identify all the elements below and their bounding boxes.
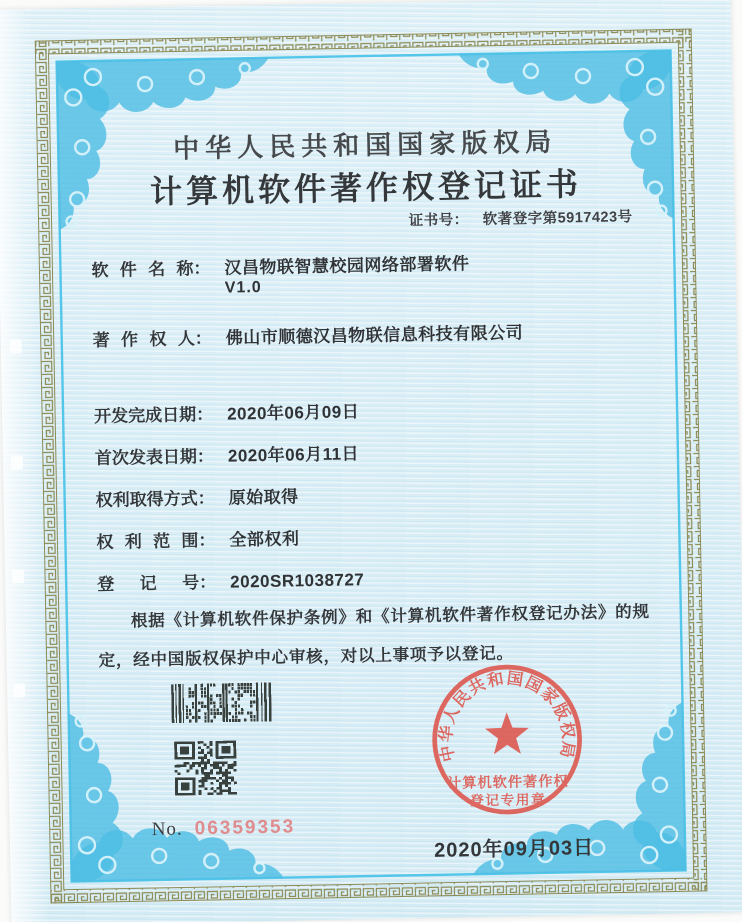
field-colon: ：: [199, 572, 217, 593]
field-colon: ：: [193, 258, 211, 279]
field-row-rights-acquisition: [95, 482, 298, 511]
field-value: 佛山市顺德汉昌物联信息科技有限公司: [225, 323, 524, 348]
field-value: 汉昌物联智慧校园网络部署软件: [224, 254, 470, 278]
qr-code: [174, 741, 237, 796]
certificate-title: 计算机软件著作权登记证书: [149, 166, 583, 211]
barcode: [171, 682, 272, 724]
scan-artifact: [11, 455, 23, 469]
field-value: 全部权利: [229, 529, 300, 550]
field-colon: ：: [195, 404, 214, 425]
field-colon: ：: [194, 328, 212, 349]
field-label: 权 利 取 得 方 式: [95, 489, 198, 511]
serial-number-label: No.: [151, 818, 183, 841]
field-label: 软 件 名 称: [91, 259, 194, 281]
serial-number-line: [152, 816, 296, 841]
field-label: 首 次 发 表 日 期: [94, 447, 198, 469]
seal-line1: 计算机软件著作权: [446, 773, 569, 792]
field-colon: ：: [198, 530, 216, 551]
field-colon: ：: [196, 446, 215, 467]
serial-number-value: 06359353: [194, 816, 296, 840]
field-colon: ：: [197, 488, 215, 509]
certificate-number-line: [408, 205, 632, 230]
issue-date: 2020年09月03日: [433, 836, 595, 862]
field-value: 2020年06月09日: [226, 402, 360, 424]
field-row-first-publish-date: [95, 439, 360, 469]
official-seal: [400, 632, 614, 846]
authority-title: 中华人民共和国国家版权局: [172, 127, 558, 164]
field-value: 原始取得: [228, 487, 299, 508]
field-label: 登 记 号: [97, 573, 200, 595]
seal-star-icon: [485, 712, 530, 755]
scan-artifact: [13, 683, 25, 697]
field-label: 著 作 权 人: [92, 329, 195, 351]
field-label: 权 利 范 围: [96, 531, 199, 553]
field-row-registration-number: [97, 565, 365, 595]
field-label: 开 发 完 成 日 期: [93, 405, 197, 427]
seal-line2: 登记专用章: [470, 791, 547, 809]
scan-artifact: [12, 569, 24, 583]
legal-statement: 根据《计算机软件保护条例》和《计算机软件著作权登记办法》的规定，经中国版权保护中心审核，对以上事项予以登记。: [98, 601, 650, 671]
software-version: V1.0: [224, 278, 262, 297]
field-row-rights-scope: [96, 524, 299, 553]
field-value: 2020SR1038727: [230, 570, 365, 592]
field-row-dev-complete-date: [94, 397, 360, 427]
certificate-number-value: 软著登字第5917423号: [482, 209, 633, 228]
scan-artifact: [10, 339, 22, 353]
seal-arc-text: 中华人民共和国国家版权局: [436, 669, 578, 764]
field-value: 2020年06月11日: [227, 444, 360, 466]
certificate-number-label: 证书号：: [408, 212, 469, 230]
